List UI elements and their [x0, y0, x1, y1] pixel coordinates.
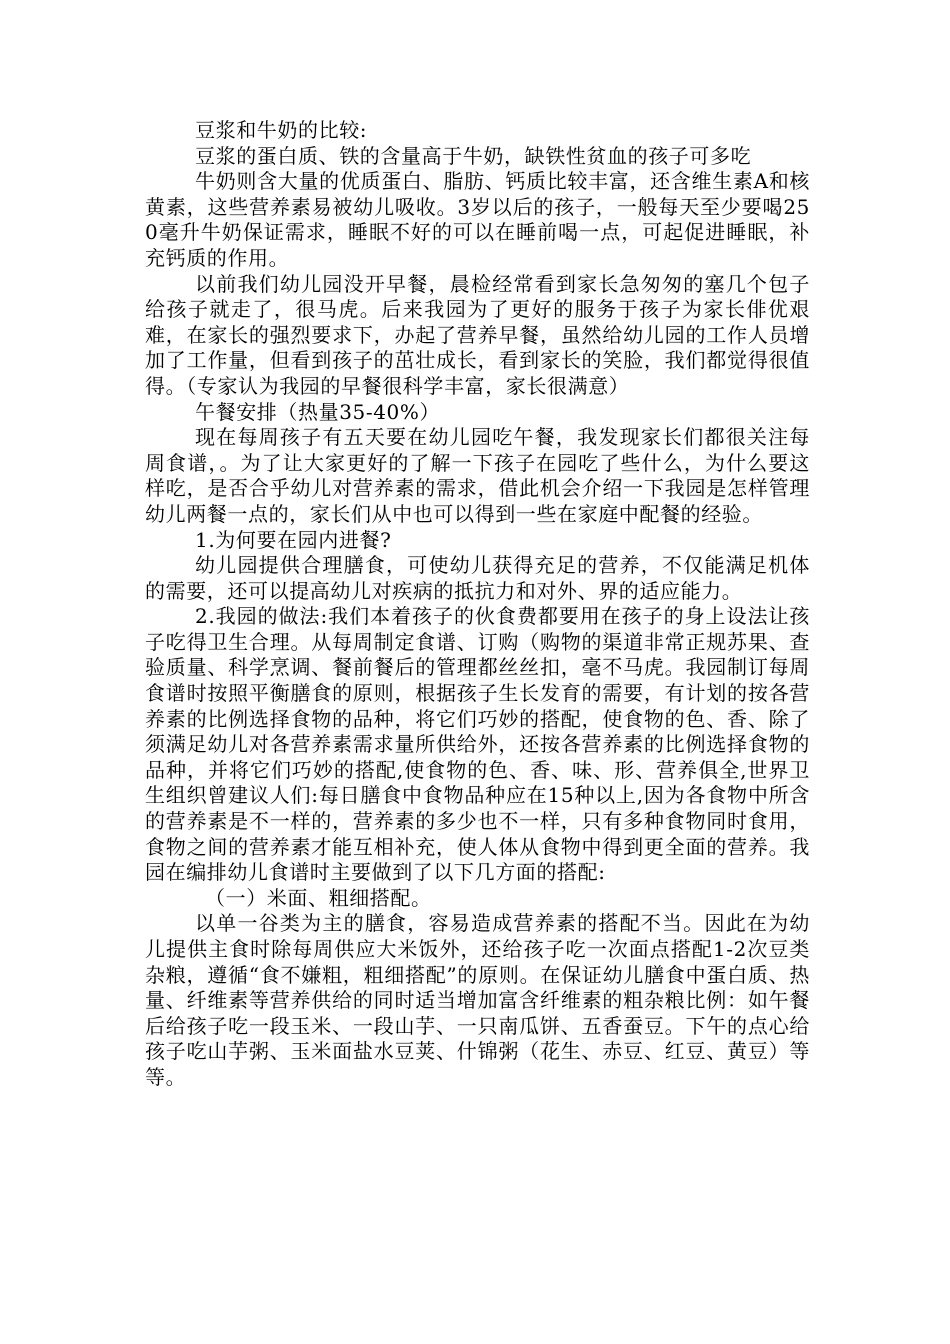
- paragraph-lunch-heading: 午餐安排（热量35-40%）: [195, 399, 441, 424]
- paragraph-grain-pairing: 以单一谷类为主的膳食，容易造成营养素的搭配不当。因此在为幼儿提供主食时除每周供应大米饭外，还给孩子吃一次面点搭配1-2次豆类杂粮，遵循“食不嫌粗，粗细搭配”的原则。在保证幼儿膳食中蛋白质、热量、纤维素等营养供给的同时适当增加富含纤维素的粗杂粮比例：如午餐后给孩子吃一段玉米、一段山芋、一只南瓜饼、五香蚕豆。下午的点心给孩子吃山芋粥、玉米面盐水豆荚、什锦粥（花生、赤豆、红豆、黄豆）等等。: [145, 911, 810, 1089]
- paragraph-section-heading: （一）米面、粗细搭配。: [205, 885, 432, 910]
- paragraph-soymilk-heading: 豆浆和牛奶的比较:: [195, 118, 368, 142]
- paragraph-soymilk-iron: 豆浆的蛋白质、铁的含量高于牛奶，缺铁性贫血的孩子可多吃: [195, 143, 752, 168]
- paragraph-our-practice: 2.我园的做法:我们本着孩子的伙食费都要用在孩子的身上设法让孩子吃得卫生合理。从每周制定食谱、订购（购物的渠道非常正规苏果、查验质量、科学烹调、餐前餐后的管理都丝丝扣，毫不马虎。我园制订每周食谱时按照平衡膳食的原则，根据孩子生长发育的需要，有计划的按各营养素的比例选择食物的品种，将它们巧妙的搭配，使食物的色、香、除了须满足幼儿对各营养素需求量所供给外，还按各营养素的比例选择食物的品种，并将它们巧妙的搭配,使食物的色、香、味、形、营养俱全,世界卫生组织曾建议人们:每日膳食中食物品种应在15种以上,因为各食物中所含的营养素是不一样的，营养素的多少也不一样，只有多种食物同时食用，食物之间的营养素才能互相补充，使人体从食物中得到更全面的营养。我园在编排幼儿食谱时主要做到了以下几方面的搭配:: [145, 604, 810, 885]
- paragraph-reasonable-diet: 幼儿园提供合理膳食，可使幼儿获得充足的营养，不仅能满足机体的需要，还可以提高幼儿对疾病的抵抗力和对外、界的适应能力。: [145, 553, 810, 603]
- paragraph-breakfast-history: 以前我们幼儿园没开早餐，晨检经常看到家长急匆匆的塞几个包子给孩子就走了，很马虎。后来我园为了更好的服务于孩子为家长俳优艰难，在家长的强烈要求下，办起了营养早餐，虽然给幼儿园的工作人员增加了工作量，但看到孩子的茁壮成长，看到家长的笑脸，我们都觉得很值得。（专家认为我园的早餐很科学丰富，家长很满意）: [145, 271, 810, 398]
- document-page: [145, 118, 810, 1091]
- paragraph-weekly-menu: 现在每周孩子有五天要在幼儿园吃午餐，我发现家长们都很关注每周食谱，。为了让大家更好的了解一下孩子在园吃了些什么，为什么要这样吃，是否合乎幼儿对营养素的需求，借此机会介绍一下我园是怎样管理幼儿两餐一点的，家长们从中也可以得到一些在家庭中配餐的经验。: [145, 425, 810, 526]
- paragraph-milk-nutrition: 牛奶则含大量的优质蛋白、脂肪、钙质比较丰富，还含维生素A和核黄素，这些营养素易被幼儿吸收。3岁以后的孩子，一般每天至少要喝250毫升牛奶保证需求，睡眠不好的可以在睡前喝一点，可起促进睡眠，补充钙质的作用。: [145, 169, 810, 270]
- paragraph-question-heading: 1.为何要在园内进餐?: [195, 527, 392, 552]
